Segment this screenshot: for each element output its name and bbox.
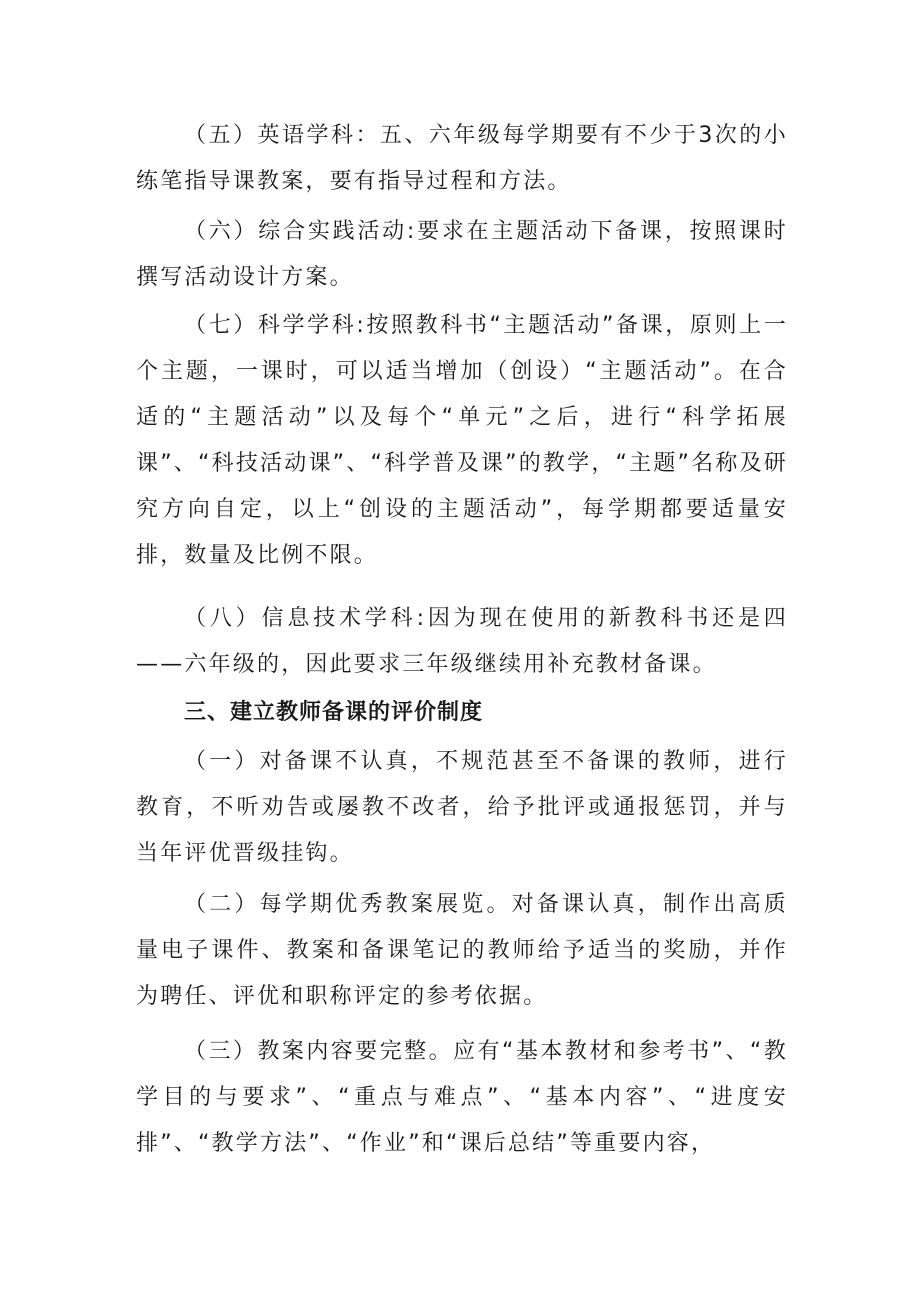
paragraph-evaluation-two: （二）每学期优秀教案展览。对备课认真，制作出高质量电子课件、教案和备课笔记的教师给予适当的奖励，并作为聘任、评优和职称评定的参考依据。 (136, 892, 788, 1009)
section-heading-evaluation: 三、建立教师备课的评价制度 (184, 700, 484, 725)
paragraph-evaluation-one: （一）对备课不认真，不规范甚至不备课的教师，进行教育，不听劝告或屡教不改者，给予批评或通报惩罚，并与当年评优晋级挂钩。 (136, 749, 788, 866)
paragraph-english-subject: （五）英语学科：五、六年级每学期要有不少于3次的小练笔指导课教案，要有指导过程和方法。 (136, 123, 788, 194)
paragraph-evaluation-three: （三）教案内容要完整。应有“基本教材和参考书”、“教学目的与要求”、“重点与难点”、“基本内容”、“进度安排”、“教学方法”、“作业”和“课后总结”等重要内容， (136, 1039, 788, 1156)
paragraph-it-subject: （八）信息技术学科:因为现在使用的新教科书还是四——六年级的，因此要求三年级继续用补充教材备课。 (136, 606, 788, 677)
paragraph-science-subject: （七）科学学科:按照教科书“主题活动”备课，原则上一个主题，一课时，可以适当增加（创设）“主题活动”。在合适的“主题活动”以及每个“单元”之后，进行“科学拓展课”、“科技活动课”、“科学普及课”的教学，“主题”名称及研究方向自定，以上“创设的主题活动”，每学期都要适量安排，数量及比例不限。 (136, 313, 788, 568)
paragraph-practice-activity: （六）综合实践活动:要求在主题活动下备课，按照课时撰写活动设计方案。 (136, 219, 788, 290)
